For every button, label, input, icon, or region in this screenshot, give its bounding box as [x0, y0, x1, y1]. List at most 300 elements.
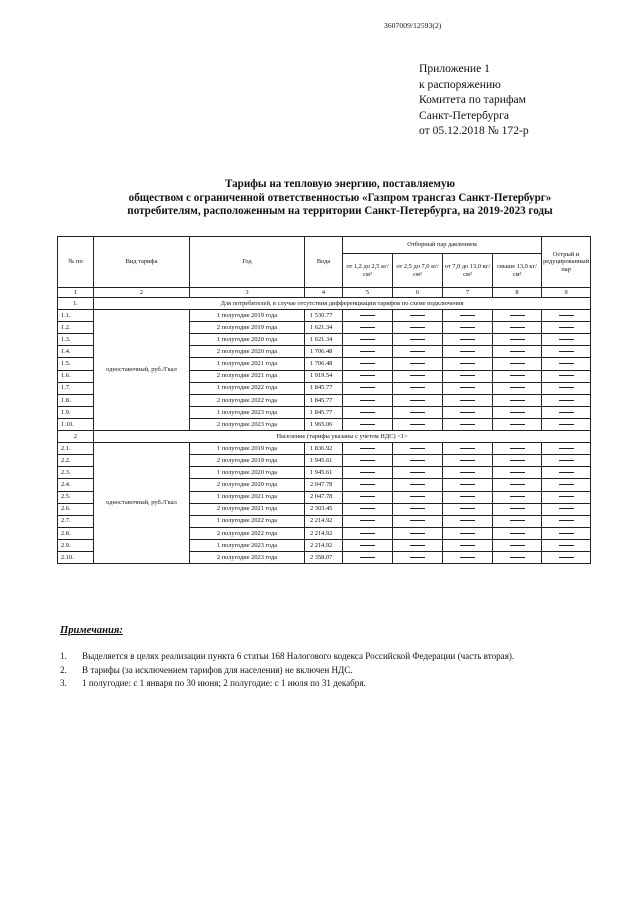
period-cell: 2 полугодие 2023 года [190, 551, 305, 563]
dash-mark [510, 424, 525, 425]
empty-tariff-cell [493, 322, 542, 334]
section-row [58, 431, 591, 443]
period-cell: 1 полугодие 2023 года [190, 539, 305, 551]
header-pressure-3: от 7,0 до 13,0 кг/см² [443, 254, 493, 288]
dash-mark [360, 327, 375, 328]
empty-tariff-cell [493, 358, 542, 370]
dash-mark [510, 412, 525, 413]
empty-tariff-cell [393, 394, 443, 406]
note-text: В тарифы (за исключением тарифов для населения) не включен НДС. [82, 664, 353, 675]
dash-mark [559, 412, 574, 413]
note-number: 2. [60, 664, 67, 675]
appendix-line: от 05.12.2018 № 172-р [419, 124, 529, 137]
dash-mark [360, 315, 375, 316]
dash-mark [510, 387, 525, 388]
row-number: 1.4. [58, 346, 94, 358]
dash-mark [410, 484, 425, 485]
water-tariff-value: 2 214.92 [305, 515, 343, 527]
column-number: 3 [190, 288, 305, 298]
period-cell: 2 полугодие 2022 года [190, 394, 305, 406]
column-number: 9 [542, 288, 591, 298]
period-cell: 2 полугодие 2020 года [190, 479, 305, 491]
dash-mark [460, 520, 475, 521]
document-title [40, 178, 640, 219]
row-number: 1.3. [58, 334, 94, 346]
period-cell: 1 полугодие 2021 года [190, 358, 305, 370]
dash-mark [510, 533, 525, 534]
empty-tariff-cell [542, 418, 591, 430]
dash-mark [559, 327, 574, 328]
empty-tariff-cell [393, 539, 443, 551]
dash-mark [559, 448, 574, 449]
dash-mark [510, 351, 525, 352]
empty-tariff-cell [343, 382, 393, 394]
water-tariff-value: 1 706.48 [305, 358, 343, 370]
period-cell: 1 полугодие 2022 года [190, 382, 305, 394]
empty-tariff-cell [443, 418, 493, 430]
period-cell: 1 полугодие 2020 года [190, 334, 305, 346]
water-tariff-value: 2 214.92 [305, 527, 343, 539]
dash-mark [360, 375, 375, 376]
dash-mark [410, 557, 425, 558]
period-cell: 2 полугодие 2022 года [190, 527, 305, 539]
empty-tariff-cell [493, 527, 542, 539]
empty-tariff-cell [343, 418, 393, 430]
empty-tariff-cell [393, 310, 443, 322]
empty-tariff-cell [542, 479, 591, 491]
row-number: 1.6. [58, 370, 94, 382]
dash-mark [559, 375, 574, 376]
empty-tariff-cell [393, 418, 443, 430]
empty-tariff-cell [542, 406, 591, 418]
appendix-line: Приложение 1 [419, 62, 490, 75]
empty-tariff-cell [443, 455, 493, 467]
water-tariff-value: 1 530.77 [305, 310, 343, 322]
empty-tariff-cell [393, 515, 443, 527]
empty-tariff-cell [343, 467, 393, 479]
empty-tariff-cell [542, 370, 591, 382]
dash-mark [559, 520, 574, 521]
row-number: 2.3. [58, 467, 94, 479]
dash-mark [360, 387, 375, 388]
dash-mark [360, 400, 375, 401]
empty-tariff-cell [393, 382, 443, 394]
empty-tariff-cell [542, 358, 591, 370]
dash-mark [460, 315, 475, 316]
dash-mark [510, 508, 525, 509]
dash-mark [460, 375, 475, 376]
empty-tariff-cell [542, 467, 591, 479]
empty-tariff-cell [443, 551, 493, 563]
empty-tariff-cell [443, 334, 493, 346]
water-tariff-value: 1 706.48 [305, 346, 343, 358]
period-cell: 2 полугодие 2023 года [190, 418, 305, 430]
dash-mark [410, 339, 425, 340]
empty-tariff-cell [542, 539, 591, 551]
dash-mark [410, 327, 425, 328]
dash-mark [460, 339, 475, 340]
dash-mark [410, 375, 425, 376]
empty-tariff-cell [493, 491, 542, 503]
note-text: 1 полугодие: с 1 января по 30 июня; 2 полугодие: с 1 июля по 31 декабря. [82, 678, 366, 688]
dash-mark [460, 533, 475, 534]
empty-tariff-cell [542, 394, 591, 406]
header-sharp-steam: Острый и редуцированный пар [542, 237, 591, 288]
period-cell: 2 полугодие 2019 года [190, 322, 305, 334]
tariff-type-cell: одноставочный, руб./Гкал [94, 443, 190, 564]
empty-tariff-cell [343, 491, 393, 503]
empty-tariff-cell [542, 346, 591, 358]
empty-tariff-cell [493, 443, 542, 455]
dash-mark [410, 496, 425, 497]
empty-tariff-cell [493, 551, 542, 563]
empty-tariff-cell [393, 358, 443, 370]
dash-mark [510, 545, 525, 546]
dash-mark [360, 484, 375, 485]
empty-tariff-cell [542, 551, 591, 563]
water-tariff-value: 2 214.92 [305, 539, 343, 551]
dash-mark [360, 557, 375, 558]
section-title: Население (тарифы указаны с учетом НДС) <1> [94, 431, 591, 443]
empty-tariff-cell [443, 479, 493, 491]
dash-mark [460, 424, 475, 425]
dash-mark [410, 448, 425, 449]
empty-tariff-cell [542, 491, 591, 503]
empty-tariff-cell [542, 515, 591, 527]
appendix-line: Санкт-Петербурга [419, 108, 509, 122]
water-tariff-value: 1 965.06 [305, 418, 343, 430]
empty-tariff-cell [343, 527, 393, 539]
dash-mark [559, 533, 574, 534]
empty-tariff-cell [393, 503, 443, 515]
empty-tariff-cell [443, 322, 493, 334]
empty-tariff-cell [542, 322, 591, 334]
header-num: № пп [58, 237, 94, 288]
empty-tariff-cell [343, 334, 393, 346]
dash-mark [510, 327, 525, 328]
empty-tariff-cell [393, 322, 443, 334]
period-cell: 1 полугодие 2020 года [190, 467, 305, 479]
dash-mark [460, 363, 475, 364]
empty-tariff-cell [493, 346, 542, 358]
column-number: 4 [305, 288, 343, 298]
empty-tariff-cell [493, 394, 542, 406]
note-number: 1. [60, 651, 67, 661]
row-number: 2.1. [58, 443, 94, 455]
empty-tariff-cell [542, 527, 591, 539]
period-cell: 1 полугодие 2021 года [190, 491, 305, 503]
empty-tariff-cell [343, 394, 393, 406]
dash-mark [460, 460, 475, 461]
row-number: 1.1. [58, 310, 94, 322]
empty-tariff-cell [343, 479, 393, 491]
water-tariff-value: 2 047.78 [305, 491, 343, 503]
row-number: 2.9. [58, 539, 94, 551]
dash-mark [410, 351, 425, 352]
dash-mark [360, 508, 375, 509]
empty-tariff-cell [493, 418, 542, 430]
section-number: 2 [58, 431, 94, 443]
empty-tariff-cell [343, 443, 393, 455]
empty-tariff-cell [393, 443, 443, 455]
dash-mark [460, 448, 475, 449]
dash-mark [460, 545, 475, 546]
water-tariff-value: 1 845.77 [305, 382, 343, 394]
dash-mark [360, 412, 375, 413]
column-number: 6 [393, 288, 443, 298]
period-cell: 1 полугодие 2019 года [190, 310, 305, 322]
dash-mark [360, 533, 375, 534]
notes-heading: Примечания: [60, 625, 123, 636]
dash-mark [559, 387, 574, 388]
empty-tariff-cell [343, 358, 393, 370]
empty-tariff-cell [542, 455, 591, 467]
empty-tariff-cell [493, 455, 542, 467]
empty-tariff-cell [393, 455, 443, 467]
row-number: 2.7. [58, 515, 94, 527]
empty-tariff-cell [343, 310, 393, 322]
empty-tariff-cell [393, 334, 443, 346]
row-number: 1.2. [58, 322, 94, 334]
dash-mark [360, 545, 375, 546]
note-item [60, 664, 514, 678]
dash-mark [460, 351, 475, 352]
empty-tariff-cell [493, 479, 542, 491]
dash-mark [510, 472, 525, 473]
dash-mark [360, 351, 375, 352]
empty-tariff-cell [443, 515, 493, 527]
empty-tariff-cell [343, 515, 393, 527]
dash-mark [410, 424, 425, 425]
dash-mark [410, 472, 425, 473]
empty-tariff-cell [542, 503, 591, 515]
notes-list [60, 650, 514, 691]
period-cell: 2 полугодие 2019 года [190, 455, 305, 467]
empty-tariff-cell [493, 310, 542, 322]
empty-tariff-cell [443, 358, 493, 370]
tariff-type-cell: одноставочный, руб./Гкал [94, 310, 190, 431]
dash-mark [410, 315, 425, 316]
empty-tariff-cell [443, 370, 493, 382]
empty-tariff-cell [393, 551, 443, 563]
empty-tariff-cell [542, 382, 591, 394]
dash-mark [410, 533, 425, 534]
dash-mark [559, 400, 574, 401]
dash-mark [360, 448, 375, 449]
water-tariff-value: 1 945.61 [305, 467, 343, 479]
empty-tariff-cell [343, 406, 393, 418]
period-cell: 2 полугодие 2020 года [190, 346, 305, 358]
dash-mark [410, 545, 425, 546]
empty-tariff-cell [542, 310, 591, 322]
dash-mark [360, 363, 375, 364]
section-row [58, 298, 591, 310]
empty-tariff-cell [343, 539, 393, 551]
empty-tariff-cell [343, 370, 393, 382]
column-number: 2 [94, 288, 190, 298]
dash-mark [559, 460, 574, 461]
empty-tariff-cell [493, 334, 542, 346]
dash-mark [360, 520, 375, 521]
row-number: 2.6. [58, 503, 94, 515]
period-cell: 1 полугодие 2019 года [190, 443, 305, 455]
empty-tariff-cell [343, 322, 393, 334]
row-number: 1.8. [58, 394, 94, 406]
water-tariff-value: 1 621.34 [305, 322, 343, 334]
dash-mark [460, 496, 475, 497]
empty-tariff-cell [343, 346, 393, 358]
dash-mark [510, 375, 525, 376]
row-number: 1.10. [58, 418, 94, 430]
header-pressure-1: от 1,2 до 2,5 кг/см² [343, 254, 393, 288]
dash-mark [460, 557, 475, 558]
row-number: 1.9. [58, 406, 94, 418]
dash-mark [510, 520, 525, 521]
dash-mark [360, 339, 375, 340]
empty-tariff-cell [343, 503, 393, 515]
dash-mark [410, 520, 425, 521]
dash-mark [510, 460, 525, 461]
dash-mark [510, 400, 525, 401]
dash-mark [559, 472, 574, 473]
row-number: 2.4. [58, 479, 94, 491]
dash-mark [460, 327, 475, 328]
title-line: обществом с ограниченной ответственностью «Газпром трансгаз Санкт-Петербург» [128, 191, 552, 204]
empty-tariff-cell [443, 503, 493, 515]
dash-mark [510, 484, 525, 485]
note-item [60, 650, 514, 664]
water-tariff-value: 1 845.77 [305, 406, 343, 418]
water-tariff-value: 2 047.78 [305, 479, 343, 491]
column-number: 7 [443, 288, 493, 298]
dash-mark [559, 351, 574, 352]
row-number: 2.5. [58, 491, 94, 503]
title-line: Тарифы на тепловую энергию, поставляемую [224, 178, 456, 190]
empty-tariff-cell [393, 467, 443, 479]
dash-mark [510, 448, 525, 449]
dash-mark [559, 496, 574, 497]
empty-tariff-cell [443, 406, 493, 418]
period-cell: 1 полугодие 2022 года [190, 515, 305, 527]
dash-mark [360, 496, 375, 497]
empty-tariff-cell [343, 551, 393, 563]
dash-mark [559, 315, 574, 316]
dash-mark [559, 363, 574, 364]
dash-mark [559, 339, 574, 340]
dash-mark [410, 412, 425, 413]
empty-tariff-cell [443, 539, 493, 551]
dash-mark [460, 387, 475, 388]
empty-tariff-cell [493, 370, 542, 382]
dash-mark [410, 400, 425, 401]
note-item [60, 677, 514, 691]
period-cell: 2 полугодие 2021 года [190, 370, 305, 382]
dash-mark [510, 363, 525, 364]
empty-tariff-cell [443, 527, 493, 539]
row-number: 1.7. [58, 382, 94, 394]
empty-tariff-cell [443, 310, 493, 322]
dash-mark [460, 472, 475, 473]
empty-tariff-cell [393, 527, 443, 539]
note-text: Выделяется в целях реализации пункта 6 статьи 168 Налогового кодекса Российской Федерации (часть вторая). [82, 651, 515, 661]
dash-mark [360, 460, 375, 461]
dash-mark [559, 424, 574, 425]
water-tariff-value: 1 836.92 [305, 443, 343, 455]
water-tariff-value: 2 358.07 [305, 551, 343, 563]
dash-mark [460, 508, 475, 509]
table-row [58, 310, 591, 322]
dash-mark [510, 339, 525, 340]
header-water: Вода [305, 237, 343, 288]
header-tariff-type: Вид тарифа [94, 237, 190, 288]
empty-tariff-cell [493, 382, 542, 394]
empty-tariff-cell [393, 346, 443, 358]
appendix-line: к распоряжению [419, 77, 501, 91]
header-pressure-2: от 2,5 до 7,0 кг/см² [393, 254, 443, 288]
dash-mark [510, 315, 525, 316]
empty-tariff-cell [493, 515, 542, 527]
dash-mark [510, 557, 525, 558]
empty-tariff-cell [493, 406, 542, 418]
dash-mark [510, 496, 525, 497]
empty-tariff-cell [393, 370, 443, 382]
dash-mark [559, 545, 574, 546]
header-year: Год [190, 237, 305, 288]
column-number: 5 [343, 288, 393, 298]
dash-mark [360, 472, 375, 473]
empty-tariff-cell [443, 346, 493, 358]
empty-tariff-cell [343, 455, 393, 467]
section-number: 1. [58, 298, 94, 310]
document-number: 3607009/12593(2) [384, 21, 442, 30]
table-row [58, 443, 591, 455]
dash-mark [410, 508, 425, 509]
water-tariff-value: 1 621.34 [305, 334, 343, 346]
title-line: потребителям, расположенным на территории Санкт-Петербурга, на 2019-2023 годы [127, 205, 553, 218]
empty-tariff-cell [443, 394, 493, 406]
header-steam-group: Отборный пар давлением [343, 237, 542, 254]
section-title: Для потребителей, в случае отсутствия дифференциации тарифов по схеме подключения [94, 298, 591, 310]
empty-tariff-cell [393, 406, 443, 418]
water-tariff-value: 1 945.61 [305, 455, 343, 467]
empty-tariff-cell [443, 467, 493, 479]
row-number: 1.5. [58, 358, 94, 370]
dash-mark [360, 424, 375, 425]
dash-mark [410, 363, 425, 364]
row-number: 2.10. [58, 551, 94, 563]
appendix-line: Комитета по тарифам [419, 93, 526, 106]
note-number: 3. [60, 678, 67, 688]
empty-tariff-cell [443, 491, 493, 503]
empty-tariff-cell [393, 479, 443, 491]
row-number: 2.2. [58, 455, 94, 467]
dash-mark [460, 412, 475, 413]
period-cell: 1 полугодие 2023 года [190, 406, 305, 418]
column-number: 8 [493, 288, 542, 298]
water-tariff-value: 1 845.77 [305, 394, 343, 406]
header-pressure-4: свыше 13,0 кг/см² [493, 254, 542, 288]
empty-tariff-cell [443, 443, 493, 455]
tariff-table [57, 236, 591, 564]
empty-tariff-cell [493, 467, 542, 479]
dash-mark [559, 557, 574, 558]
water-tariff-value: 1 919.54 [305, 370, 343, 382]
dash-mark [559, 508, 574, 509]
column-number: 1 [58, 288, 94, 298]
appendix-block [419, 61, 529, 139]
dash-mark [559, 484, 574, 485]
dash-mark [460, 400, 475, 401]
